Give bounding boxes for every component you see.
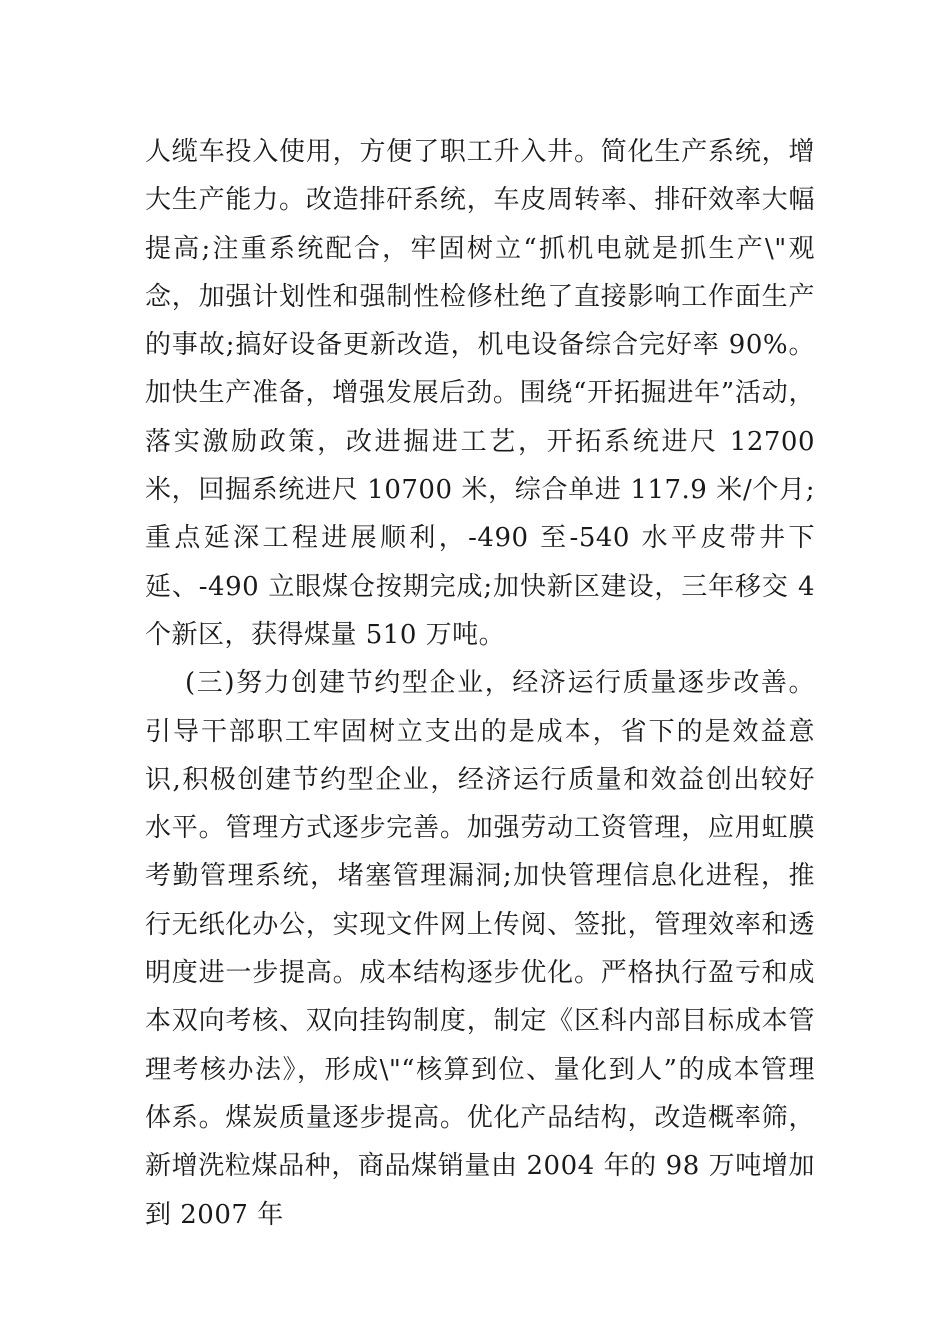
paragraph-section-three: (三)努力创建节约型企业，经济运行质量逐步改善。引导干部职工牢固树立支出的是成本，省下的是效益意识,积极创建节约型企业，经济运行质量和效益创出较好水平。管理方式逐步完善。加强劳动工资管理，应用虹膜考勤管理系统，堵塞管理漏洞;加快管理信息化进程，推行无纸化办公，实现文件网上传阅、签批，管理效率和透明度进一步提高。成本结构逐步优化。严格执行盈亏和成本双向考核、双向挂钩制度，制定《区科内部目标成本管理考核办法》，形成\"“核算到位、量化到人”的成本管理体系。煤炭质量逐步提高。优化产品结构，改造概率筛，新增洗粒煤品种，商品煤销量由 2004 年的 98 万吨增加到 2007 年 bbox=[145, 668, 815, 1230]
document-body bbox=[145, 128, 815, 1239]
paragraph-continuation: 人缆车投入使用，方便了职工升入井。简化生产系统，增大生产能力。改造排矸系统，车皮周转率、排矸效率大幅提高;注重系统配合，牢固树立“抓机电就是抓生产\"观念，加强计划性和强制性检修杜绝了直接影响工作面生产的事故;搞好设备更新改造，机电设备综合完好率 90%。加快生产准备，增强发展后劲。围绕“开拓掘进年”活动，落实激励政策，改进掘进工艺，开拓系统进尺 12700 米，回掘系统进尺 10700 米，综合单进 117.9 米/个月;重点延深工程进展顺利，-490 至-540 水平皮带井下延、-490 立眼煤仓按期完成;加快新区建设，三年移交 4 个新区，获得煤量 510 万吨。 bbox=[145, 137, 815, 650]
